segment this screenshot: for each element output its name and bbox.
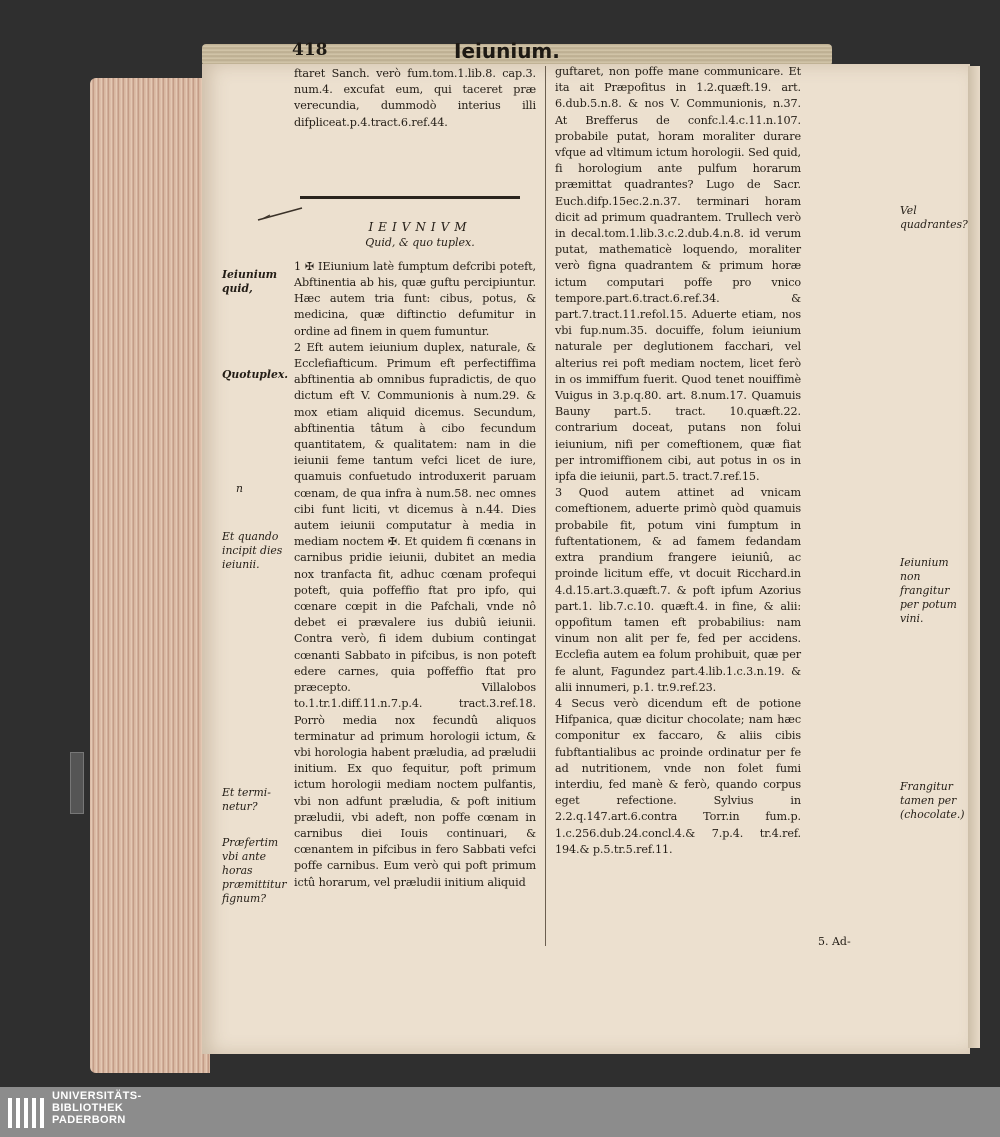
- right-column: [555, 64, 801, 858]
- margin-note-ieiunium-non-frangitur: Ieiunium non frangitur per potum vini.: [900, 556, 957, 625]
- library-logo-text: [52, 1090, 142, 1126]
- leaf-right-edge: [968, 66, 980, 1048]
- library-logo-line1: UNIVERSITÄTS-: [52, 1090, 142, 1102]
- page-fore-edge: [90, 78, 210, 1073]
- section-rule: [300, 196, 520, 199]
- library-logo-line3: PADERBORN: [52, 1114, 126, 1126]
- right-paragraph-1: 3 Quod autem attinet ad vnicam comeftionem, aduerte primò quòd quamuis probabile fit, potum vini fumptum in fuftentationem, & ad famem fedandam extra prandium frangere ieiuniû, ac proinde licitum effe, vt docuit Ricchard.in 4.d.15.art.3.quæft.7. & poft ipfum Azorius part.1. lib.7.c.10. quæft.4. in fine, & alii: oppofitum tamen eft probabilius: nam vinum non alit per fe, fed per accidens. Ecclefia autem ea folum prohibuit, quæ per fe alunt, Fagundez part.4.lib.1.c.3.n.19. & alii innumeri, p.1. tr.9.ref.23.: [555, 486, 801, 694]
- margin-note-n: n: [236, 482, 243, 495]
- left-column: [294, 66, 536, 891]
- left-paragraph-1: 1 ✠ IEiunium latè fumptum defcribi poteft, Abftinentia ab his, quæ guftu percipiuntur. Hæc autem tria funt: cibus, potus, & medicina, quæ diftinctio defumitur in ordine ad finem in quem fumuntur.: [294, 259, 536, 338]
- left-paragraph-2: 2 Eft autem ieiunium duplex, naturale, & Ecclefiafticum. Primum eft perfectiffima abftinentia ab omnibus fupradictis, de quo dictum eft V. Communionis à num.29. & mox etiam aliquid dicemus. Secundum, abftinentia tâtum à cibo fecundum quantitatem, & qualitatem: nam in die ieiunii feme tantum vefci licet de iure, quamuis confuetudo introduxerit paruam cœnam, de qua infra à num.58. nec omnes cibi funt liciti, vt dicemus à n.44. Dies autem ieiunii computatur à media in mediam noctem ✠. Et quidem fi cœnans in carnibus pridie ieiunii, dubitet an media nox tranfacta fit, adhuc cœnam profequi poteft, quia poffeffio ftat pro ipfo, qui cœnare cœpit in die Pafchali, vnde nô debet ei prævalere ius dubiû ieiunii. Contra verò, fi idem dubium contingat cœnanti Sabbato in pifcibus, is non poteft edere carnes, quia poffeffio ftat pro præcepto. Villalobos to.1.tr.1.diff.11.n.7.p.4. tract.3.ref.18. Porrò media nox fecundû aliquos terminatur ad primum horologii ictum, & vbi horologia habent præludia, ad præludii initium. Ex quo fequitur, poft primum ictum horologii mediam noctem pulfantis, vbi non adfunt præludia, & poft initium præludii, vbi adeft, non poffe cœnam in carnibus diei Iouis continuari, & cœnantem in pifcibus in fero Sabbati vefci poffe carnibus. Eum verò qui poft primum ictû horarum, vel præludii initium aliquid: [294, 340, 536, 889]
- right-paragraph-2: 4 Secus verò dicendum eft de potione Hifpanica, quæ dicitur chocolate; nam hæc componitur ex faccaro, & aliis cibis fubftantialibus ac proinde ordinatur per fe ad nutritionem, vnde non folet fumi interdiu, fed manè & ferò, quando corpus eget refectione. Sylvius in 2.2.q.147.art.6.contra Torr.in fum.p. 1.c.256.dub.24.concl.4.& 7.p.4. tr.4.ref. 194.& p.5.tr.5.ref.11.: [555, 696, 801, 856]
- margin-note-ieiunium-quid: Ieiunium quid,: [222, 268, 278, 295]
- page-number: 418: [292, 40, 328, 60]
- left-paragraph-0: ftaret Sanch. verò fum.tom.1.lib.8. cap.3. num.4. excufat eum, qui taceret præ verecundia, dummodò interius illi difpliceat.p.4.tract.6.ref.44.: [294, 67, 536, 129]
- section-title: IEIVNIVM: [368, 220, 472, 234]
- column-divider: [545, 66, 546, 946]
- right-paragraph-0: guftaret, non poffe mane communicare. Et ita ait Præpofitus in 1.2.quæft.19. art. 6.dub.5.n.8. & nos V. Communionis, n.37. At Brefferus de confc.l.4.c.11.n.107. probabile putat, horam moraliter durare vfque ad vltimum ictum horologii. Sed quid, fi horologium ante pulfum horarum præmittat quadrantes? Lugo de Sacr. Euch.difp.15ec.2.n.37. terminari horam dicit ad primum quadrantem. Trullech verò in decal.tom.1.lib.3.c.2.dub.4.n.8. id verum putat, mathematicè loquendo, moraliter verò figna quadrantem & primum horæ ictum computari poffe pro vnico tempore.part.6.tract.6.ref.34. & part.7.tract.11.refol.15. Aduerte etiam, nos vbi fup.num.35. docuiffe, folum ieiunium naturale per deglutionem facchari, vel alterius rei poft mediam noctem, licet ferò in os immiffum fuerit. Quod tenet nouiffimè Vuigus in 3.p.q.80. art. 8.num.17. Quamuis Bauny part.5. tract. 10.quæft.22. contrarium doceat, putans non folui ieiunium, nifi per comeftionem, quæ fiat per intromiffionem cibi, aut potus in os in ipfa die ieiunii, part.5. tract.7.ref.15.: [555, 65, 801, 484]
- margin-note-quadrantes: Vel quadrantes?: [900, 204, 968, 231]
- library-logo-line2: BIBLIOTHEK: [52, 1102, 124, 1114]
- section-subtitle: Quid, & quo tuplex.: [365, 236, 475, 249]
- margin-note-et-quando: Et quando incipit dies ieiunii.: [222, 530, 283, 571]
- margin-note-et-terminetur: Et termi- netur?: [222, 786, 271, 813]
- running-head-title: Ieiunium.: [454, 39, 560, 63]
- catchword: 5. Ad-: [818, 935, 851, 948]
- library-footer-bar: [0, 1087, 1000, 1137]
- margin-note-chocolate: Frangitur tamen per (chocolate.): [900, 780, 965, 821]
- margin-note-quotuplex: Quotuplex.: [222, 368, 289, 381]
- margin-note-praefertim: Præfertim vbi ante horas præmittitur fignum?: [222, 836, 287, 905]
- binding-clasp: [70, 752, 84, 814]
- library-logo-icon: [6, 1094, 46, 1132]
